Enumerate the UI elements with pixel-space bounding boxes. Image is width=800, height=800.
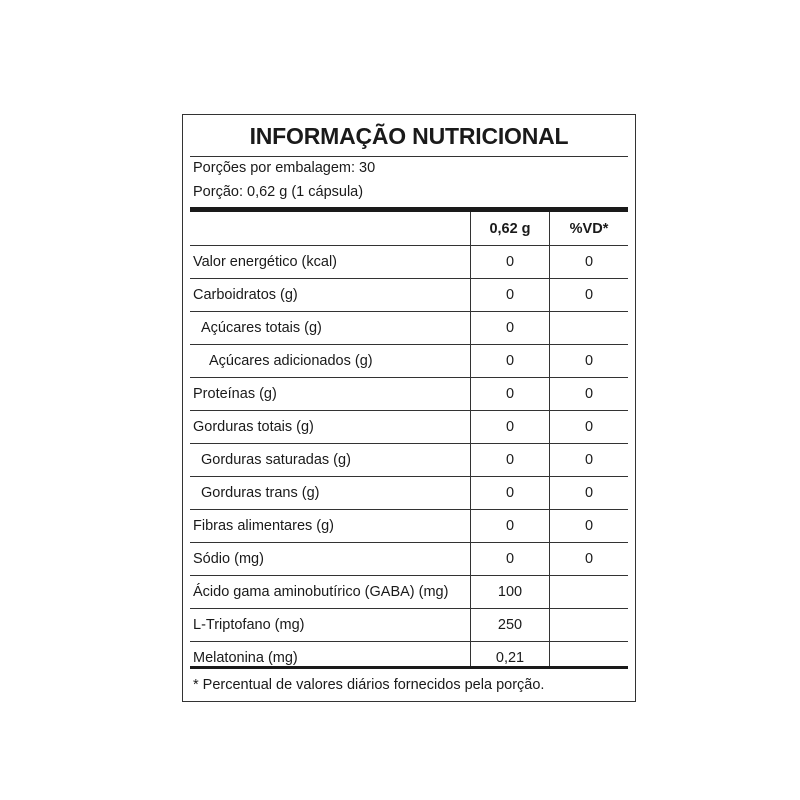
nutrient-amount: 0 <box>505 550 515 567</box>
table-row <box>190 410 628 444</box>
nutrient-amount: 0 <box>505 319 515 336</box>
nutrient-name: Açúcares adicionados (g) <box>209 352 373 369</box>
nutrient-name: Açúcares totais (g) <box>201 319 322 336</box>
nutrient-name: Gorduras saturadas (g) <box>201 451 351 468</box>
nutrient-dv: 0 <box>584 550 594 567</box>
nutrient-amount: 0,21 <box>495 649 525 666</box>
nutrient-amount: 0 <box>505 418 515 435</box>
nutrient-amount: 0 <box>505 484 515 501</box>
nutrient-name: Carboidratos (g) <box>193 286 298 303</box>
serving-size: Porção: 0,62 g (1 cápsula) <box>193 184 364 200</box>
table-row <box>190 476 628 510</box>
nutrient-name: Ácido gama aminobutírico (GABA) (mg) <box>193 583 449 600</box>
table-row <box>190 278 628 312</box>
table-row <box>190 641 628 674</box>
nutrient-dv <box>550 575 628 608</box>
table-row <box>190 542 628 576</box>
label-title: INFORMAÇÃO NUTRICIONAL <box>249 123 569 149</box>
nutrient-amount: 0 <box>505 286 515 303</box>
nutrient-name: Gorduras totais (g) <box>193 418 314 435</box>
nutrient-amount: 100 <box>497 583 523 600</box>
nutrient-name: Melatonina (mg) <box>193 649 298 666</box>
table-row <box>190 311 628 345</box>
header-amount: 0,62 g <box>489 220 531 237</box>
header-nutrient-cell <box>193 212 469 245</box>
nutrient-amount: 0 <box>505 352 515 369</box>
nutrient-amount: 250 <box>497 616 523 633</box>
bottom-divider <box>190 666 628 669</box>
nutrient-dv: 0 <box>584 352 594 369</box>
nutrient-dv <box>550 641 628 674</box>
table-row <box>190 344 628 378</box>
nutrient-dv <box>550 608 628 641</box>
nutrient-dv: 0 <box>584 517 594 534</box>
table-row <box>190 509 628 543</box>
nutrient-name: Fibras alimentares (g) <box>193 517 335 534</box>
nutrient-amount: 0 <box>505 517 515 534</box>
footnote: * Percentual de valores diários fornecidos pela porção. <box>193 677 545 693</box>
title-divider <box>190 156 628 157</box>
table-row <box>190 608 628 642</box>
nutrient-dv <box>550 311 628 344</box>
nutrient-name: Gorduras trans (g) <box>201 484 320 501</box>
nutrient-name: L-Triptofano (mg) <box>193 616 305 633</box>
nutrient-name: Sódio (mg) <box>193 550 264 567</box>
servings-per-package: Porções por embalagem: 30 <box>193 160 376 176</box>
nutrient-table <box>190 212 628 666</box>
table-row <box>190 575 628 609</box>
table-row <box>190 377 628 411</box>
nutrient-dv: 0 <box>584 253 594 270</box>
nutrient-dv: 0 <box>584 418 594 435</box>
nutrient-dv: 0 <box>584 451 594 468</box>
nutrition-facts-label <box>182 114 636 702</box>
table-header-row <box>190 212 628 246</box>
nutrient-amount: 0 <box>505 451 515 468</box>
nutrient-dv: 0 <box>584 286 594 303</box>
table-row <box>190 443 628 477</box>
nutrient-dv: 0 <box>584 484 594 501</box>
nutrient-name: Proteínas (g) <box>193 385 277 402</box>
header-dv: %VD* <box>569 220 609 237</box>
nutrient-dv: 0 <box>584 385 594 402</box>
table-row <box>190 245 628 279</box>
nutrient-name: Valor energético (kcal) <box>193 253 337 270</box>
nutrient-amount: 0 <box>505 385 515 402</box>
nutrient-amount: 0 <box>505 253 515 270</box>
